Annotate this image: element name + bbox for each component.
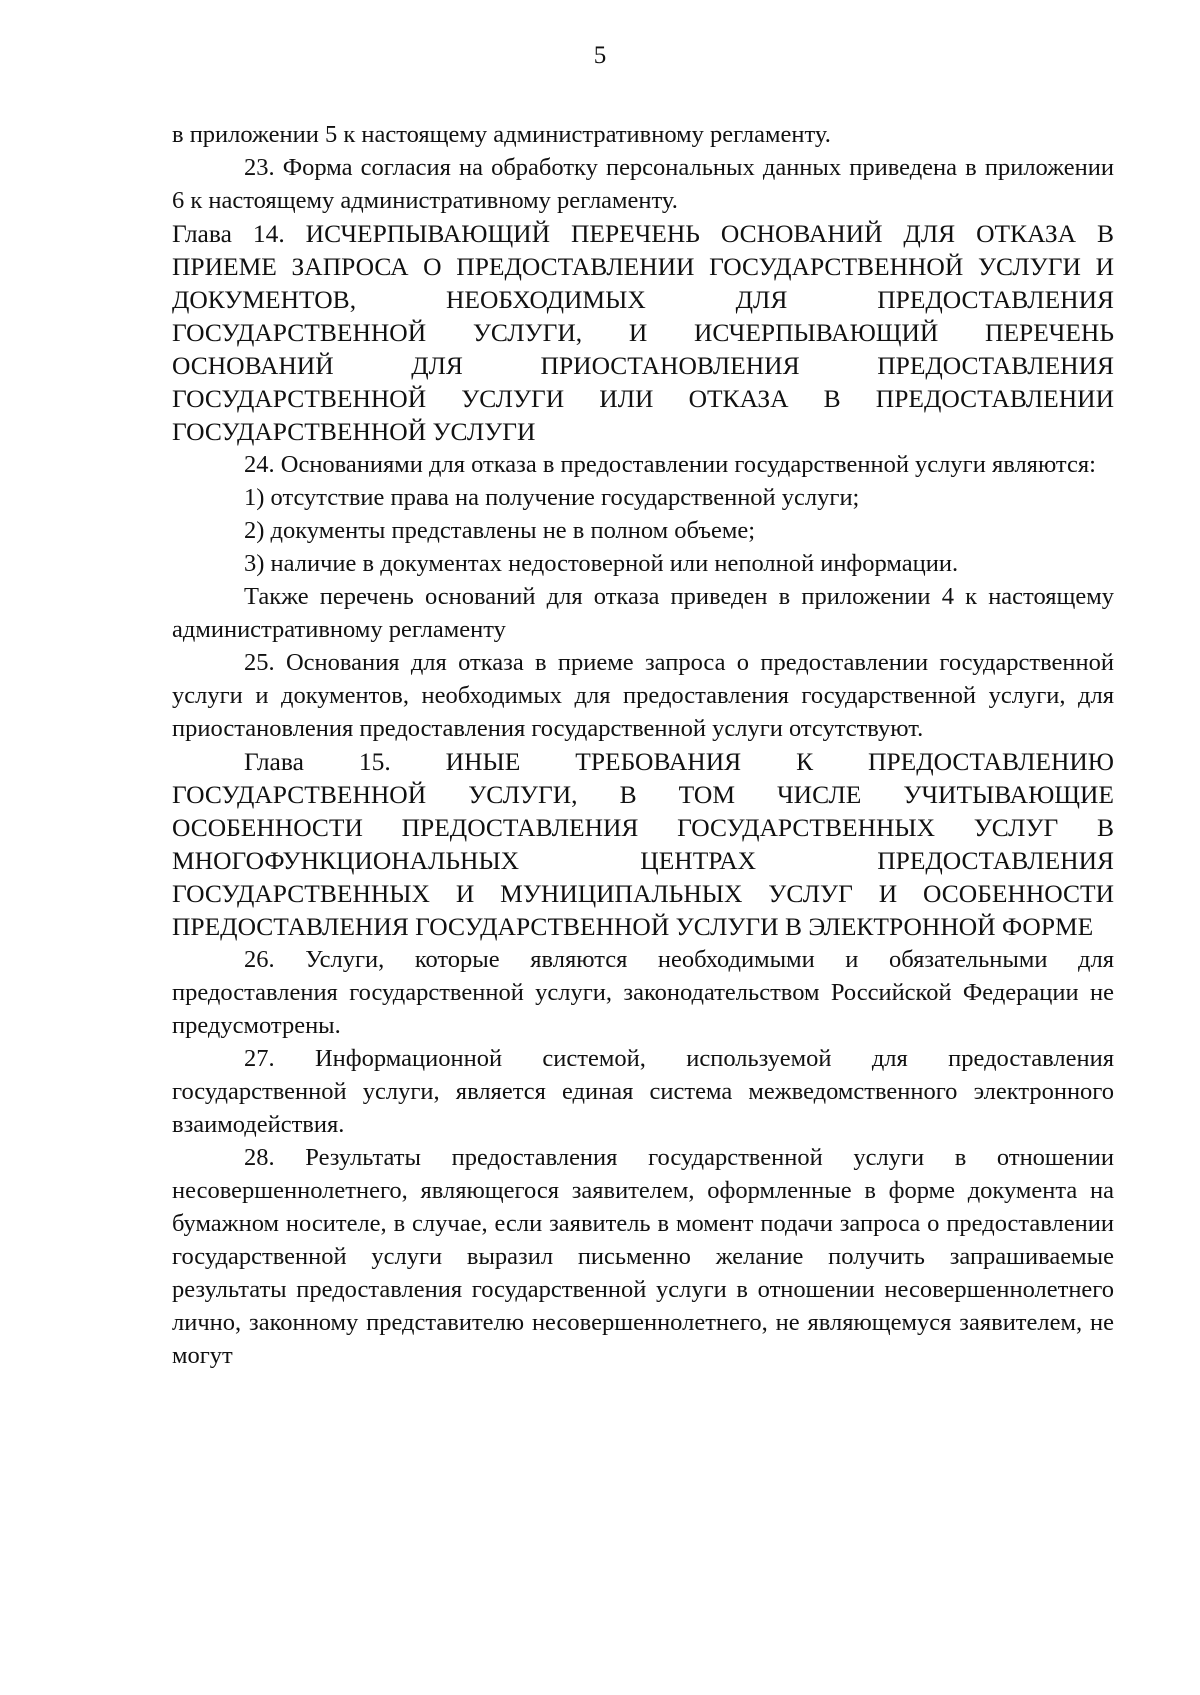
paragraph-24-item-2: 2) документы представлены не в полном объеме;: [244, 517, 756, 544]
chapter-15-heading: Глава 15. ИНЫЕ ТРЕБОВАНИЯ К ПРЕДОСТАВЛЕНИЮ ГОСУДАРСТВЕННОЙ УСЛУГИ, В ТОМ ЧИСЛЕ УЧИТЫВАЮЩИЕ ОСОБЕННОСТИ ПРЕДОСТАВЛЕНИЯ ГОСУДАРСТВЕННЫХ УСЛУГ В МНОГОФУНКЦИОНАЛЬНЫХ ЦЕНТРАХ ПРЕДОСТАВЛЕНИЯ ГОСУДАРСТВЕННЫХ И МУНИЦИПАЛЬНЫХ УСЛУГ И ОСОБЕННОСТИ ПРЕДОСТАВЛЕНИЯ ГОСУДАРСТВЕННОЙ УСЛУГИ В ЭЛЕКТРОННОЙ ФОРМЕ: [172, 747, 1114, 941]
page-content: [172, 118, 1114, 1372]
page-number: 5: [593, 42, 607, 69]
paragraph-continuation: в приложении 5 к настоящему административному регламенту.: [172, 121, 831, 148]
paragraph-24-item-3: 3) наличие в документах недостоверной или неполной информации.: [244, 550, 959, 577]
paragraph-27: 27. Информационной системой, используемой для предоставления государственной услуги, является единая система межведомственного электронного взаимодействия.: [172, 1045, 1114, 1138]
paragraph-24-note: Также перечень оснований для отказа приведен в приложении 4 к настоящему административному регламенту: [172, 583, 1114, 643]
paragraph-25: 25. Основания для отказа в приеме запроса о предоставлении государственной услуги и документов, необходимых для предоставления государственной услуги, для приостановления предоставления государственной услуги отсутствуют.: [172, 649, 1114, 742]
chapter-14-heading: Глава 14. ИСЧЕРПЫВАЮЩИЙ ПЕРЕЧЕНЬ ОСНОВАНИЙ ДЛЯ ОТКАЗА В ПРИЕМЕ ЗАПРОСА О ПРЕДОСТАВЛЕНИИ ГОСУДАРСТВЕННОЙ УСЛУГИ И ДОКУМЕНТОВ, НЕОБХОДИМЫХ ДЛЯ ПРЕДОСТАВЛЕНИЯ ГОСУДАРСТВЕННОЙ УСЛУГИ, И ИСЧЕРПЫВАЮЩИЙ ПЕРЕЧЕНЬ ОСНОВАНИЙ ДЛЯ ПРИОСТАНОВЛЕНИЯ ПРЕДОСТАВЛЕНИЯ ГОСУДАРСТВЕННОЙ УСЛУГИ ИЛИ ОТКАЗА В ПРЕДОСТАВЛЕНИИ ГОСУДАРСТВЕННОЙ УСЛУГИ: [172, 219, 1114, 446]
paragraph-23: 23. Форма согласия на обработку персональных данных приведена в приложении 6 к настоящему административному регламенту.: [172, 154, 1114, 214]
paragraph-26: 26. Услуги, которые являются необходимыми и обязательными для предоставления государственной услуги, законодательством Российской Федерации не предусмотрены.: [172, 946, 1114, 1039]
paragraph-28: 28. Результаты предоставления государственной услуги в отношении несовершеннолетнего, являющегося заявителем, оформленные в форме документа на бумажном носителе, в случае, если заявитель в момент подачи запроса о предоставлении государственной услуги выразил письменно желание получить запрашиваемые результаты предоставления государственной услуги в отношении несовершеннолетнего лично, законному представителю несовершеннолетнего, не являющемуся заявителем, не могут: [172, 1144, 1114, 1369]
paragraph-24-item-1: 1) отсутствие права на получение государственной услуги;: [244, 484, 860, 511]
paragraph-24: 24. Основаниями для отказа в предоставлении государственной услуги являются:: [244, 451, 1096, 478]
